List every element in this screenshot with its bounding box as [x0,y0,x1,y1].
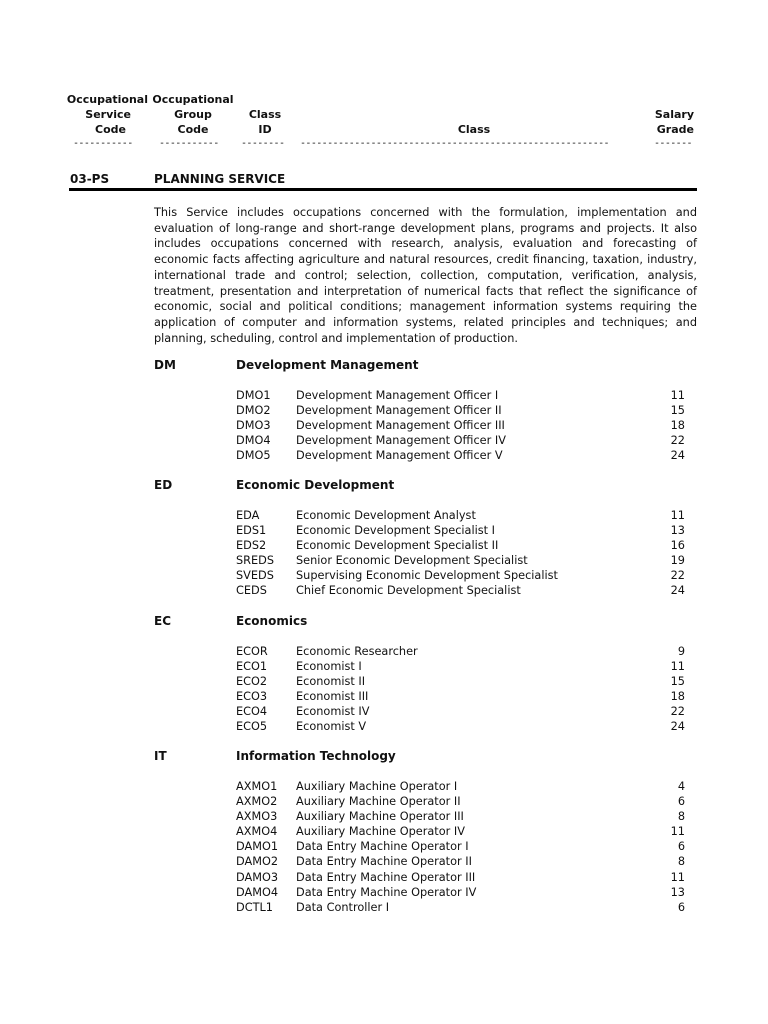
class-row [236,900,697,915]
class-name: Auxiliary Machine Operator II [296,795,461,809]
class-name: Auxiliary Machine Operator III [296,810,464,824]
class-row [236,644,697,659]
dash-separator-group-code: ----------- [159,138,219,149]
group-name: Development Management [236,358,419,372]
salary-grade: 22 [670,569,685,583]
salary-grade: 11 [670,509,685,522]
service-name: PLANNING SERVICE [154,172,286,186]
header-line: Occupational [66,93,148,106]
class-id: ECO2 [236,675,268,689]
class-name: Data Entry Machine Operator III [296,870,476,884]
header-line: Code [177,123,209,136]
class-name: Economic Researcher [296,645,418,658]
class-id: EDS1 [236,524,267,538]
class-name: Economist IV [296,705,370,719]
salary-grade: 8 [677,810,685,824]
dash-separator-service-code: ----------- [73,138,133,149]
class-name: Economist I [296,660,362,674]
salary-grade: 24 [670,449,685,463]
class-name: Data Entry Machine Operator II [296,855,472,869]
dash-separator-class: --------------------------------------------------------- [300,138,609,149]
class-id: DMO2 [236,404,271,418]
class-id: AXMO1 [236,780,278,793]
class-name: Development Management Officer I [296,389,499,402]
class-name: Senior Economic Development Specialist [296,554,528,568]
salary-grade: 22 [670,705,685,719]
header-occupational-service-code [62,92,148,137]
class-id: ECOR [236,645,268,658]
salary-grade: 13 [670,885,685,899]
class-name: Supervising Economic Development Specialist [296,569,558,583]
class-name: Auxiliary Machine Operator IV [296,825,465,839]
class-name: Data Entry Machine Operator I [296,840,469,854]
class-name: Economist III [296,690,369,704]
class-row [236,433,697,448]
class-row [236,870,697,885]
class-id: DAMO4 [236,885,279,899]
salary-grade: 8 [677,855,685,869]
class-name: Data Entry Machine Operator IV [296,885,477,899]
header-line: ID [258,123,272,136]
class-id: AXMO3 [236,810,278,824]
salary-grade: 11 [670,389,685,402]
salary-grade: 18 [670,690,685,704]
group-code: EC [154,614,172,628]
class-row [236,508,697,523]
header-line: Service [85,108,131,121]
salary-grade: 22 [670,434,685,448]
service-code: 03-PS [70,172,110,186]
class-id: ECO4 [236,705,268,719]
class-row [236,538,697,553]
class-id: SVEDS [236,569,274,583]
class-name: Data Controller I [296,900,390,914]
class-row [236,689,697,704]
header-line: Group [174,108,212,121]
class-id: DAMO2 [236,855,279,869]
header-line: Occupational [152,93,234,106]
class-list [236,508,697,599]
salary-grade: 16 [670,539,685,553]
class-row [236,719,697,734]
class-row [236,553,697,568]
class-id: EDA [236,509,260,522]
class-id: SREDS [236,554,275,568]
group-name: Information Technology [236,749,396,763]
class-name: Chief Economic Development Specialist [296,584,521,598]
header-line: Class [248,108,282,121]
header-class [300,122,648,137]
class-row [236,659,697,674]
header-line: Class [457,123,491,136]
service-divider-rule [69,188,697,191]
class-name: Development Management Officer V [296,449,503,463]
class-id: CEDS [236,584,267,598]
class-name: Development Management Officer II [296,404,502,418]
group-name: Economic Development [236,478,395,492]
salary-grade: 6 [677,840,685,854]
class-row [236,854,697,869]
class-id: DMO5 [236,449,271,463]
class-row [236,568,697,583]
class-name: Economic Development Specialist I [296,524,495,538]
salary-grade: 24 [670,584,685,598]
class-name: Economic Development Specialist II [296,539,499,553]
class-row [236,403,697,418]
class-row [236,583,697,598]
salary-grade: 15 [670,404,685,418]
group-code: ED [154,478,173,492]
class-list [236,779,697,915]
header-line: Grade [656,123,694,136]
salary-grade: 24 [670,720,685,734]
class-id: ECO1 [236,660,268,674]
salary-grade: 11 [670,870,685,884]
salary-grade: 18 [670,419,685,433]
dash-separator-class-id: -------- [241,138,285,149]
header-class-id [238,107,292,137]
header-line: Code [95,123,126,136]
class-name: Economist V [296,720,367,734]
class-name: Development Management Officer IV [296,434,506,448]
class-id: DAMO3 [236,870,279,884]
salary-grade: 4 [677,780,685,793]
class-id: ECO3 [236,690,268,704]
class-list [236,388,697,463]
group-name: Economics [236,614,308,628]
header-occupational-group-code [148,92,238,137]
class-id: DMO3 [236,419,271,433]
class-id: DMO1 [236,389,271,402]
class-row [236,448,697,463]
class-id: ECO5 [236,720,268,734]
salary-grade: 19 [670,554,685,568]
class-row [236,824,697,839]
class-name: Auxiliary Machine Operator I [296,780,458,793]
class-id: DMO4 [236,434,271,448]
salary-grade: 11 [670,660,685,674]
dash-separator-salary-grade: ------- [654,138,692,149]
class-list [236,644,697,735]
header-salary-grade [640,107,694,137]
class-name: Economist II [296,675,366,689]
class-id: AXMO2 [236,795,278,809]
class-id: AXMO4 [236,825,278,839]
class-row [236,885,697,900]
salary-grade: 6 [677,795,685,809]
class-id: DAMO1 [236,840,279,854]
class-row [236,388,697,403]
class-name: Economic Development Analyst [296,509,476,522]
class-row [236,523,697,538]
salary-grade: 11 [670,825,685,839]
group-code: IT [154,749,167,763]
salary-grade: 13 [670,524,685,538]
salary-grade: 9 [677,645,685,658]
class-row [236,704,697,719]
salary-grade: 15 [670,675,685,689]
class-id: DCTL1 [236,900,273,914]
class-row [236,839,697,854]
salary-grade: 6 [677,900,685,914]
class-row [236,674,697,689]
class-name: Development Management Officer III [296,419,505,433]
header-line: Salary [654,108,694,121]
service-description: This Service includes occupations concerned with the formulation, implementation and evaluation of long-range and short-range development plans, programs and projects. It also includes occupations concerned with research, analysis, evaluation and forecasting of economic facts affecting agriculture and natural resources, credit financing, taxation, industry, international trade and control; selection, collection, computation, verification, analysis, treatment, presentation and interpretation of numerical facts that reflect the significance of economic, social and political conditions; management information systems requiring the application of computer and information systems, related principles and techniques; and planning, scheduling, control and implementation of production. [154,206,697,345]
class-row [236,779,697,794]
class-row [236,794,697,809]
class-row [236,809,697,824]
group-code: DM [154,358,176,372]
class-id: EDS2 [236,539,267,553]
class-row [236,418,697,433]
